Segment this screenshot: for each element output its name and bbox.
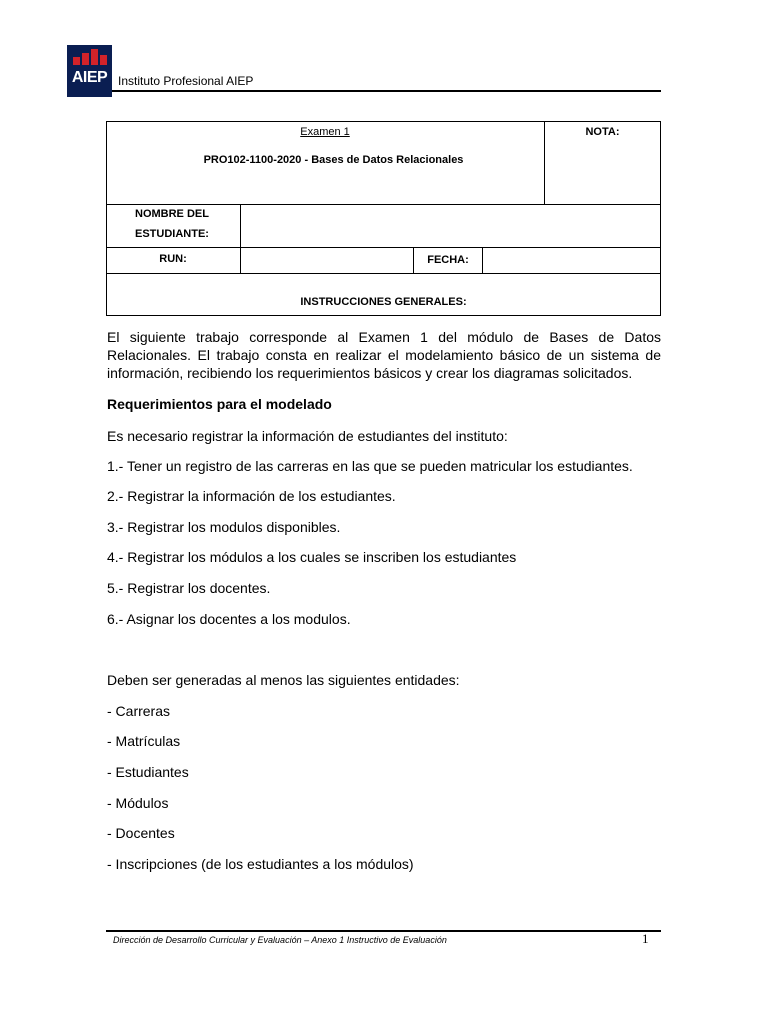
aiep-logo [67,45,112,97]
nota-label: NOTA: [585,126,620,138]
logo-text: AIEP [71,69,108,86]
requirements-intro: Es necesario registrar la información de estudiantes del instituto: [107,428,508,444]
entity-item: - Inscripciones (de los estudiantes a los módulos) [107,856,414,872]
entity-item: - Matrículas [107,733,181,749]
nombre-label-line2: ESTUDIANTE: [135,228,209,240]
fecha-label: FECHA: [427,254,469,266]
footer-text: Dirección de Desarrollo Curricular y Evaluación – Anexo 1 Instructivo de Evaluación [113,935,447,945]
run-label: RUN: [159,253,187,265]
intro-paragraph: El siguiente trabajo corresponde al Examen 1 del módulo de Bases de Datos Relacionales. El trabajo consta en realizar el modelamiento básico de un sistema de información, recibiendo los requerimientos básicos y crear los diagramas solicitados. [107,329,661,381]
entities-intro: Deben ser generadas al menos las siguientes entidades: [107,672,460,688]
page-number: 1 [642,931,649,946]
list-item: 3.- Registrar los modulos disponibles. [107,519,341,535]
nombre-field[interactable] [241,205,413,247]
instructions-heading: INSTRUCCIONES GENERALES: [300,296,467,308]
exam-title: Examen 1 [300,126,350,138]
entity-item: - Carreras [107,703,171,719]
entity-item: - Docentes [107,825,175,841]
list-item: 5.- Registrar los docentes. [107,580,271,596]
footer-divider [106,930,661,932]
logo-bars-icon [73,49,107,65]
header-divider [112,90,661,92]
nombre-label-line1: NOMBRE DEL [135,208,209,220]
exam-header-table [106,121,661,316]
requirements-heading: Requerimientos para el modelado [107,396,332,412]
course-title: PRO102-1100-2020 - Bases de Datos Relacionales [203,154,464,166]
entity-item: - Estudiantes [107,764,189,780]
entity-item: - Módulos [107,795,169,811]
fecha-field[interactable] [483,248,660,273]
list-item: 2.- Registrar la información de los estudiantes. [107,488,396,504]
institution-name: Instituto Profesional AIEP [118,74,254,88]
run-field[interactable] [241,248,413,273]
list-item: 6.- Asignar los docentes a los modulos. [107,611,351,627]
list-item: 4.- Registrar los módulos a los cuales se inscriben los estudiantes [107,549,517,565]
list-item: 1.- Tener un registro de las carreras en las que se pueden matricular los estudiantes. [107,458,633,474]
